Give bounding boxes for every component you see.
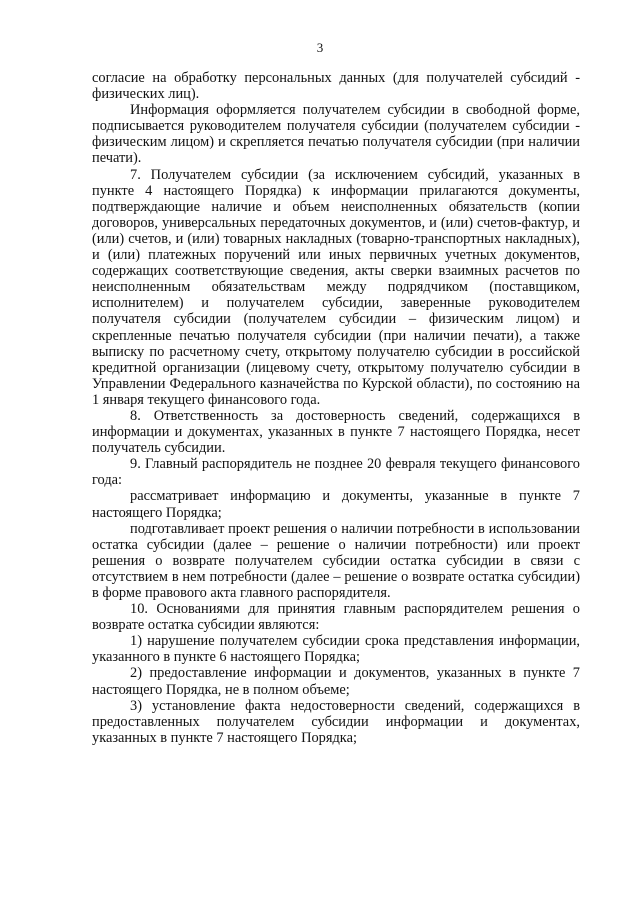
paragraph-information-form: Информация оформляется получателем субсидии в свободной форме, подписывается руководителем получателя субсидии (получателем субсидии - физическим лицом) и скрепляется печатью получателя субсидии (при наличии печати).	[92, 102, 580, 167]
paragraph-clause-10-item-2: 2) предоставление информации и документов, указанных в пункте 7 настоящего Порядка, не в полном объеме;	[92, 665, 580, 698]
paragraph-clause-8: 8. Ответственность за достоверность сведений, содержащихся в информации и документах, указанных в пункте 7 настоящего Порядка, несет получатель субсидии.	[92, 407, 580, 457]
page-number: 3	[316, 40, 324, 55]
document-body	[92, 70, 580, 746]
paragraph-clause-10-item-3: 3) установление факта недостоверности сведений, содержащихся в предоставленных получателем субсидии информации и документах, указанных в пункте 7 настоящего Порядка;	[92, 697, 580, 746]
paragraph-clause-10-item-1: 1) нарушение получателем субсидии срока представления информации, указанного в пункте 6 настоящего Порядка;	[92, 633, 580, 666]
paragraph-clause-9: 9. Главный распорядитель не позднее 20 февраля текущего финансового года:	[92, 456, 580, 489]
paragraph-clause-7: 7. Получателем субсидии (за исключением субсидий, указанных в пункте 4 настоящего Порядка) к информации прилагаются документы, подтверждающие наличие и объем неисполненных обязательств (копии договоров, универсальных передаточных документов, и (или) счетов-фактур, и (или) счетов, и (или) товарных накладных (товарно-транспортных накладных), и (или) платежных поручений или иных первичных учетных документов, содержащих соответствующие сведения, акты сверки взаимных расчетов по неисполненным обязательствам между подрядчиком (поставщиком, исполнителем) и получателем субсидии, заверенные руководителем получателя субсидии (получателем субсидии – физическим лицом) и скрепленные печатью получателя субсидии (при наличии печати), а также выписку по расчетному счету, открытому получателю субсидии в российской кредитной организации (лицевому счету, открытому получателю субсидии в Управлении Федерального казначейства по Курской области), по состоянию на 1 января текущего финансового года.	[92, 166, 580, 408]
paragraph-clause-9-review: рассматривает информацию и документы, указанные в пункте 7 настоящего Порядка;	[92, 488, 580, 521]
paragraph-clause-9-prepare: подготавливает проект решения о наличии потребности в использовании остатка субсидии (далее – решение о наличии потребности) или проект решения о возврате получателем субсидии остатка субсидии в связи с отсутствием в нем потребности (далее – решение о возврате остатка субсидии) в форме правового акта главного распорядителя.	[92, 520, 580, 601]
paragraph-consent-continuation: согласие на обработку персональных данных (для получателей субсидий - физических лиц).	[92, 70, 580, 103]
paragraph-clause-10: 10. Основаниями для принятия главным распорядителем решения о возврате остатка субсидии являются:	[92, 601, 580, 634]
